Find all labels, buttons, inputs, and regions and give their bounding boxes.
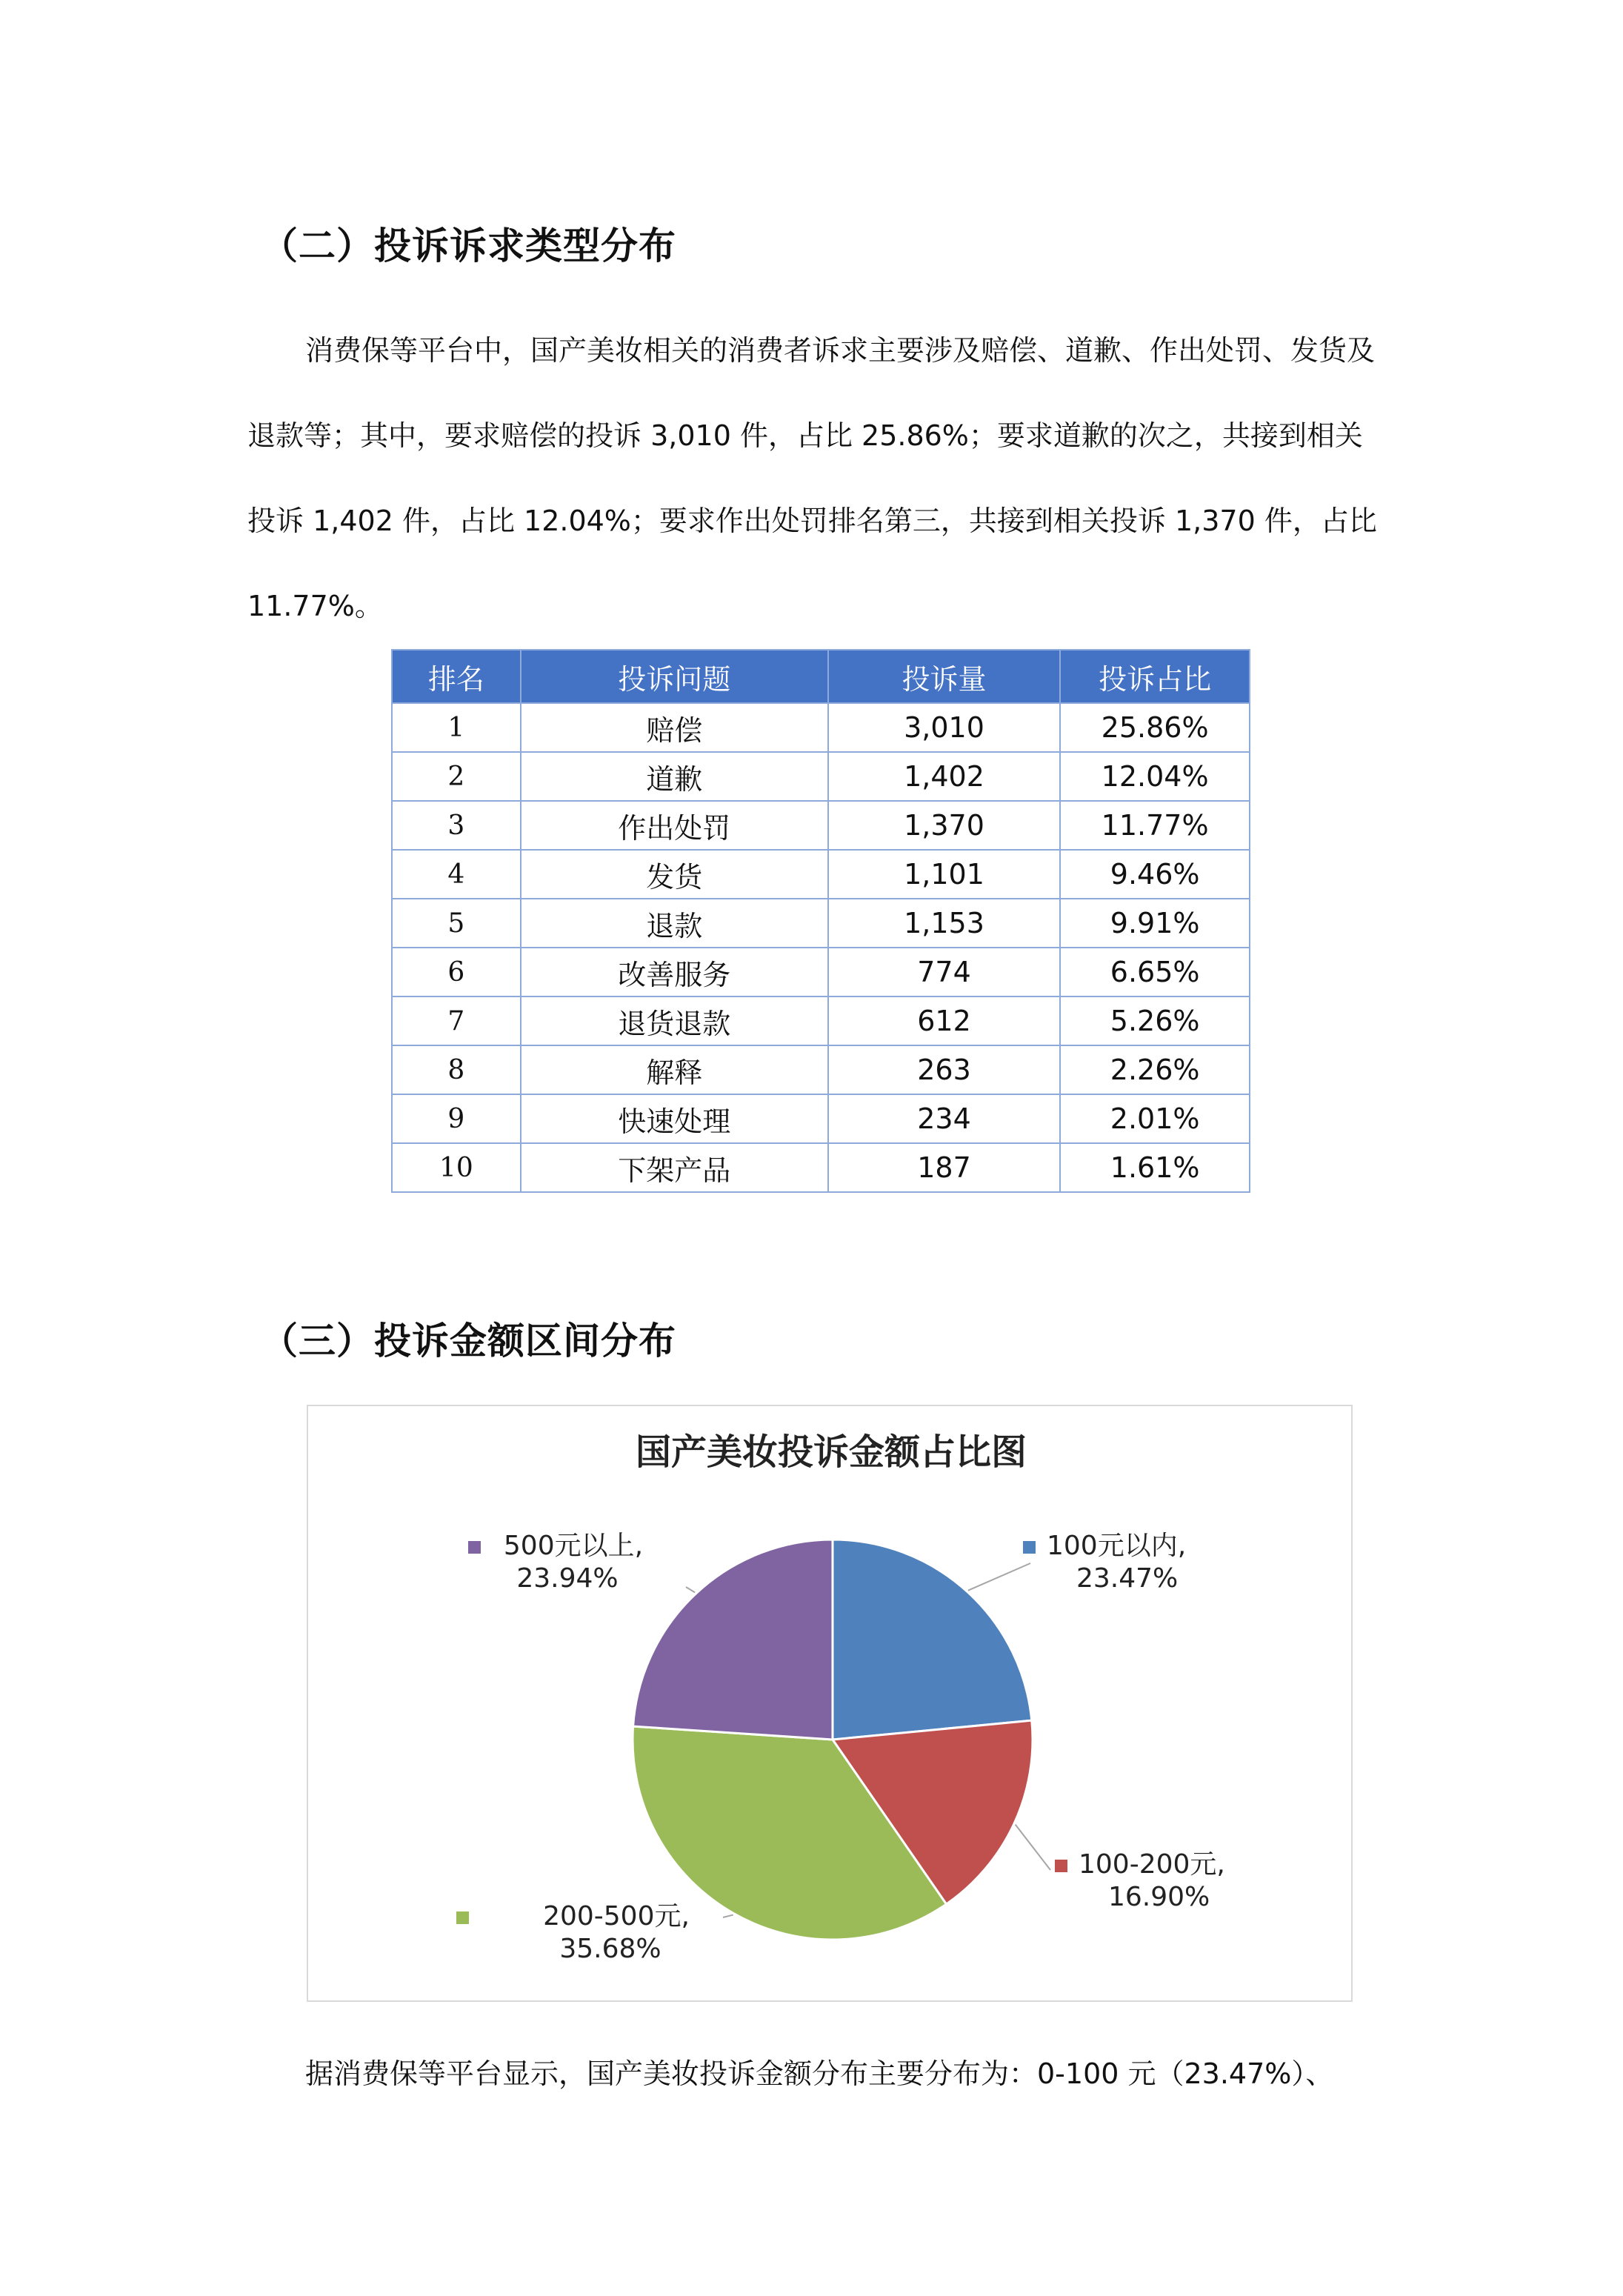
pie-chart (307, 1405, 1353, 2002)
section-heading-2: （二）投诉诉求类型分布 (261, 224, 676, 267)
slice-label: 100-200元, 16.90% (1079, 1849, 1225, 1912)
paragraph-line: 11.77%。 (247, 590, 383, 622)
label-color-key (1055, 1860, 1067, 1872)
slice-label: 500元以上, 23.94% (503, 1531, 644, 1594)
chart-title: 国产美妆投诉金额占比图 (635, 1431, 1027, 1473)
count-cell: 774 (828, 948, 1060, 996)
pie-slice (633, 1540, 833, 1740)
table-row (392, 996, 1250, 1045)
table-row (392, 899, 1250, 948)
table-header-row (392, 650, 1250, 703)
share-cell: 25.86% (1060, 703, 1250, 752)
pie-chart-svg (308, 1406, 1354, 2003)
issue-cell: 发货 (521, 850, 828, 899)
count-cell: 1,101 (828, 850, 1060, 899)
count-cell: 1,370 (828, 801, 1060, 850)
count-cell: 1,402 (828, 752, 1060, 801)
issue-cell: 退款 (521, 899, 828, 948)
table-row (392, 850, 1250, 899)
share-cell: 2.26% (1060, 1045, 1250, 1094)
share-cell: 9.46% (1060, 850, 1250, 899)
table-row (392, 703, 1250, 752)
table-row (392, 1143, 1250, 1192)
table-row (392, 752, 1250, 801)
label-color-key (468, 1541, 481, 1554)
issue-cell: 道歉 (521, 752, 828, 801)
count-cell: 187 (828, 1143, 1060, 1192)
rank-cell: 7 (392, 996, 521, 1045)
issue-cell: 快速处理 (521, 1094, 828, 1143)
slice-label: 200-500元, 35.68% (543, 1901, 690, 1964)
table-row (392, 1045, 1250, 1094)
table-row (392, 1094, 1250, 1143)
share-cell: 6.65% (1060, 948, 1250, 996)
count-cell: 263 (828, 1045, 1060, 1094)
rank-cell: 8 (392, 1045, 521, 1094)
section-heading-3: （三）投诉金额区间分布 (261, 1320, 676, 1362)
header-issue: 投诉问题 (521, 650, 828, 703)
table-row (392, 801, 1250, 850)
header-count: 投诉量 (828, 650, 1060, 703)
issue-cell: 赔偿 (521, 703, 828, 752)
slice-label: 100元以内, 23.47% (1047, 1531, 1187, 1594)
leader-line (686, 1587, 695, 1592)
header-share: 投诉占比 (1060, 650, 1250, 703)
share-cell: 2.01% (1060, 1094, 1250, 1143)
rank-cell: 1 (392, 703, 521, 752)
leader-line (1016, 1825, 1050, 1870)
leader-line (968, 1563, 1030, 1591)
issue-cell: 退货退款 (521, 996, 828, 1045)
paragraph-line: 消费保等平台中，国产美妆相关的消费者诉求主要涉及赔偿、道歉、作出处罚、发货及 (305, 334, 1376, 367)
share-cell: 9.91% (1060, 899, 1250, 948)
share-cell: 5.26% (1060, 996, 1250, 1045)
count-cell: 3,010 (828, 703, 1060, 752)
issue-cell: 下架产品 (521, 1143, 828, 1192)
count-cell: 234 (828, 1094, 1060, 1143)
label-color-key (1023, 1541, 1036, 1554)
leader-line (723, 1915, 733, 1917)
section-2-paragraph (247, 308, 1396, 649)
issue-cell: 改善服务 (521, 948, 828, 996)
rank-cell: 5 (392, 899, 521, 948)
paragraph-line: 退款等；其中，要求赔偿的投诉 3,010 件，占比 25.86%；要求道歉的次之，共接到相关 (247, 419, 1363, 452)
paragraph-line: 投诉 1,402 件，占比 12.04%；要求作出处罚排名第三，共接到相关投诉 1,370 件，占比 (247, 505, 1377, 537)
count-cell: 1,153 (828, 899, 1060, 948)
issue-cell: 解释 (521, 1045, 828, 1094)
rank-cell: 2 (392, 752, 521, 801)
share-cell: 12.04% (1060, 752, 1250, 801)
pie-slice (833, 1540, 1032, 1740)
share-cell: 1.61% (1060, 1143, 1250, 1192)
count-cell: 612 (828, 996, 1060, 1045)
rank-cell: 6 (392, 948, 521, 996)
label-color-key (456, 1911, 469, 1924)
section-3-paragraph: 据消费保等平台显示，国产美妆投诉金额分布主要分布为：0-100 元（23.47%）、 (305, 2057, 1334, 2090)
header-rank: 排名 (392, 650, 521, 703)
rank-cell: 3 (392, 801, 521, 850)
issue-cell: 作出处罚 (521, 801, 828, 850)
rank-cell: 10 (392, 1143, 521, 1192)
share-cell: 11.77% (1060, 801, 1250, 850)
rank-cell: 9 (392, 1094, 521, 1143)
table-row (392, 948, 1250, 996)
rank-cell: 4 (392, 850, 521, 899)
complaint-ranking-table (391, 649, 1250, 1193)
